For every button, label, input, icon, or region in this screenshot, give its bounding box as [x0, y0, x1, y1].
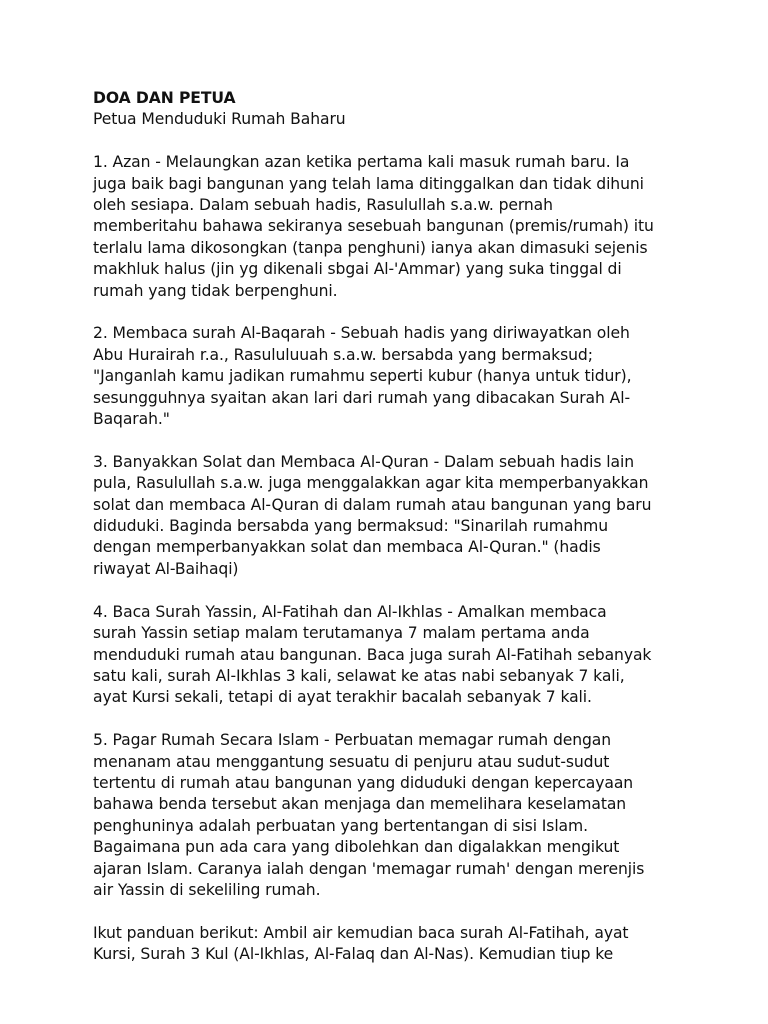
paragraph-azan — [93, 152, 693, 302]
document-subtitle: Petua Menduduki Rumah Baharu — [93, 110, 346, 129]
text-line: air Yassin di sekeliling rumah. — [93, 880, 321, 899]
document-title: DOA DAN PETUA — [93, 89, 236, 107]
text-line: 5. Pagar Rumah Secara Islam - Perbuatan memagar rumah dengan — [93, 731, 612, 750]
text-line: oleh sesiapa. Dalam sebuah hadis, Rasulullah s.a.w. pernah — [93, 196, 553, 215]
paragraph-panduan — [93, 923, 693, 966]
paragraph-pagar-rumah — [93, 730, 693, 901]
text-line: ayat Kursi sekali, tetapi di ayat terakhir bacalah sebanyak 7 kali. — [93, 688, 592, 707]
text-line: ajaran Islam. Caranya ialah dengan 'memagar rumah' dengan merenjis — [93, 859, 645, 878]
text-line: terlalu lama dikosongkan (tanpa penghuni) ianya akan dimasuki sejenis — [93, 238, 648, 257]
text-line: Ikut panduan berikut: Ambil air kemudian baca surah Al-Fatihah, ayat — [93, 923, 629, 942]
text-line: menduduki rumah atau bangunan. Baca juga surah Al-Fatihah sebanyak — [93, 645, 652, 664]
text-line: satu kali, surah Al-Ikhlas 3 kali, selawat ke atas nabi sebanyak 7 kali, — [93, 666, 625, 685]
text-line: "Janganlah kamu jadikan rumahmu seperti kubur (hanya untuk tidur), — [93, 367, 632, 386]
text-line: dengan memperbanyakkan solat dan membaca Al-Quran." (hadis — [93, 538, 601, 557]
paragraph-al-baqarah — [93, 323, 693, 430]
text-line: 4. Baca Surah Yassin, Al-Fatihah dan Al-Ikhlas - Amalkan membaca — [93, 602, 607, 621]
text-line: Abu Hurairah r.a., Rasululuuah s.a.w. bersabda yang bermaksud; — [93, 345, 593, 364]
text-line: solat dan membaca Al-Quran di dalam rumah atau bangunan yang baru — [93, 495, 652, 514]
text-line: Bagaimana pun ada cara yang dibolehkan dan digalakkan mengikut — [93, 838, 620, 857]
text-line: penghuninya adalah perbuatan yang bertentangan di sisi Islam. — [93, 816, 588, 835]
text-line: pula, Rasulullah s.a.w. juga menggalakkan agar kita memperbanyakkan — [93, 474, 649, 493]
text-line: 3. Banyakkan Solat dan Membaca Al-Quran - Dalam sebuah hadis lain — [93, 452, 635, 471]
text-line: surah Yassin setiap malam terutamanya 7 malam pertama anda — [93, 624, 590, 643]
text-line: makhluk halus (jin yg dikenali sbgai Al-'Ammar) yang suka tinggal di — [93, 260, 622, 279]
document-page — [93, 88, 693, 987]
text-line: 1. Azan - Melaungkan azan ketika pertama kali masuk rumah baru. Ia — [93, 153, 630, 172]
text-line: menanam atau menggantung sesuatu di penjuru atau sudut-sudut — [93, 752, 610, 771]
text-line: sesungguhnya syaitan akan lari dari rumah yang dibacakan Surah Al- — [93, 388, 630, 407]
paragraph-yassin — [93, 602, 693, 709]
paragraph-solat-quran — [93, 452, 693, 580]
text-line: Kursi, Surah 3 Kul (Al-Ikhlas, Al-Falaq dan Al-Nas). Kemudian tiup ke — [93, 945, 614, 964]
text-line: tertentu di rumah atau bangunan yang diduduki dengan kepercayaan — [93, 773, 634, 792]
text-line: 2. Membaca surah Al-Baqarah - Sebuah hadis yang diriwayatkan oleh — [93, 324, 630, 343]
text-line: rumah yang tidak berpenghuni. — [93, 281, 338, 300]
text-line: diduduki. Baginda bersabda yang bermaksud: "Sinarilah rumahmu — [93, 517, 608, 536]
text-line: bahawa benda tersebut akan menjaga dan memelihara keselamatan — [93, 795, 627, 814]
text-line: juga baik bagi bangunan yang telah lama ditinggalkan dan tidak dihuni — [93, 174, 644, 193]
text-line: Baqarah." — [93, 410, 170, 429]
text-line: memberitahu bahawa sekiranya sesebuah bangunan (premis/rumah) itu — [93, 217, 654, 236]
text-line: riwayat Al-Baihaqi) — [93, 559, 239, 578]
